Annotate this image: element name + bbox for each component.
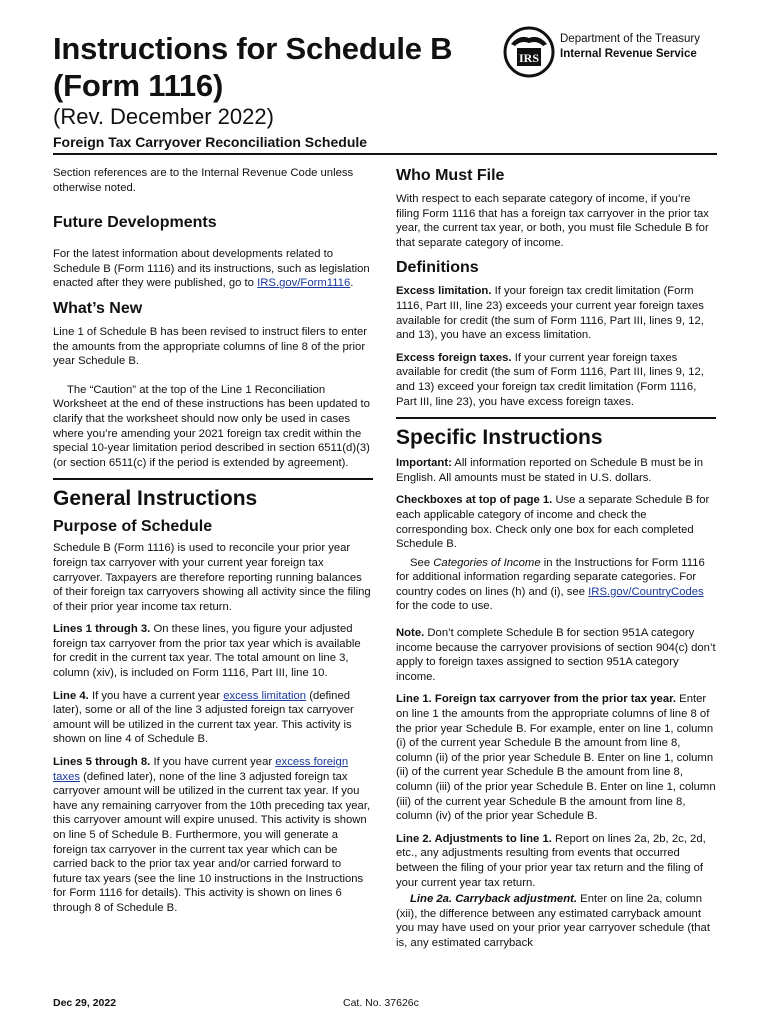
excess-limitation-text: If your foreign tax credit limitation (Form 1116, Part III, line 23) exceeds your current year foreign taxes available for credit (the sum of Form 1116, Part III, lines 9, 12, and 13), you have an excess limitation.	[396, 285, 704, 342]
who-must-file-heading: Who Must File	[396, 167, 505, 184]
line-2a-paragraph	[396, 892, 716, 950]
note-label: Note.	[396, 627, 425, 640]
excess-foreign-taxes-definition	[396, 351, 716, 409]
note-text: Don’t complete Schedule B for section 951A category income because the carryover provisions of section 904(c) don’t apply to foreign taxes assigned to section 951A category income.	[396, 627, 716, 683]
irs-form1116-link[interactable]: IRS.gov/Form1116	[257, 277, 351, 290]
line-2-paragraph	[396, 832, 716, 890]
agency-name	[560, 32, 700, 62]
agency-line-2: Internal Revenue Service	[560, 48, 697, 60]
see-categories-paragraph	[396, 556, 716, 614]
lines-1-3-text: On these lines, you figure your adjusted foreign tax carryover from the prior tax year which is available for credit in the current tax year. The total amount on line 3, column (xiv), is included on Form 1116, Part III, line 10.	[53, 623, 361, 680]
title-line-2: (Form 1116)	[53, 68, 224, 103]
line-2-text: Report on lines 2a, 2b, 2c, 2d, etc., any adjustments resulting from events that occurred between the filing of your prior year tax return and the filing of your current year tax return.	[396, 832, 706, 889]
future-developments-text: For the latest information about developments related to Schedule B (Form 1116) and its instructions, such as legislation enacted after they were published, go to IRS.gov/Form1116.	[53, 248, 370, 290]
excess-foreign-taxes-label: Excess foreign taxes.	[396, 351, 512, 364]
important-paragraph	[396, 456, 716, 485]
specific-instructions-heading: Specific Instructions	[396, 417, 716, 450]
lines-5-8-label: Lines 5 through 8.	[53, 756, 151, 769]
important-text: All information reported on Schedule B must be in English. All amounts must be stated in U.S. dollars.	[396, 457, 704, 484]
lines-5-8-post: (defined later), none of the line 3 adjusted foreign tax carryover amount will be utilized in the current tax year. If you have any remaining carryover from the 10th preceding tax year, this carryover amount will expire unused. This activity is shown on line 5 of Schedule B. Furthermore, you will generate a foreign tax carryover in the current tax year which can be carried back to the prior tax year and/or carried forward to future tax years (see the line 10 instructions in the Instructions for Form 1116 for details). This activity is shown on lines 6 through 8 of Schedule B.	[53, 770, 371, 914]
excess-foreign-taxes-link[interactable]: excess foreign taxes	[53, 756, 349, 783]
checkboxes-label: Checkboxes at top of page 1.	[396, 494, 553, 507]
excess-limitation-label: Excess limitation.	[396, 285, 492, 298]
line-1-paragraph	[396, 692, 716, 823]
definitions-heading: Definitions	[396, 259, 479, 277]
country-codes-link[interactable]: IRS.gov/CountryCodes	[588, 585, 704, 598]
line-4-post: (defined later), some or all of the line 3 adjusted foreign tax carryover amount will be utilized in the current tax year. This activity is shown on line 4 of Schedule B.	[53, 689, 354, 746]
future-developments-heading: Future Developments	[53, 214, 217, 232]
whats-new-paragraph-2: The “Caution” at the top of the Line 1 Reconciliation Worksheet at the end of these instructions has been updated to clarify that the worksheet should now only be used in cases where you’re amending your 2021 foreign tax credit within the special 10-year limitation period described in section 6511(d)(3) (or section 6511(c) if the period is extended by agreement).	[53, 383, 370, 469]
see-post: in the Instructions for Form 1116 for additional information regarding separate categories. For country codes on lines (h) and (i), see	[396, 556, 705, 598]
excess-limitation-link[interactable]: excess limitation	[223, 689, 307, 702]
categories-of-income-italic: Categories of Income	[433, 556, 541, 569]
line-4-pre: If you have a current year	[91, 689, 221, 702]
whats-new-paragraph-1: Line 1 of Schedule B has been revised to instruct filers to enter the amounts from the appropriate columns of line 8 of the prior year Schedule B.	[53, 325, 367, 368]
lines-5-8-pre: If you have current year	[153, 756, 273, 769]
line-4-paragraph	[53, 689, 373, 747]
see-pre: See	[410, 556, 431, 569]
line-4-label: Line 4.	[53, 689, 89, 702]
lines-1-3-label: Lines 1 through 3.	[53, 623, 151, 636]
checkboxes-text: Use a separate Schedule B for each applicable category of income and check the corresponding box. Check only one box for each completed Schedule B.	[396, 494, 710, 551]
header-divider	[53, 153, 717, 155]
see-end: for the code to use.	[396, 600, 493, 613]
footer-date: Dec 29, 2022	[53, 997, 117, 1009]
purpose-text: Schedule B (Form 1116) is used to reconcile your prior year foreign tax carryover with your current year foreign tax carryover. Taxpayers are therefore reporting running balances of their foreign tax carryovers showing all activity since the filing of their prior year income tax return.	[53, 542, 371, 613]
footer-cat-no: Cat. No. 37626c	[343, 997, 419, 1009]
future-text: For the latest information about developments related to Schedule B (Form 1116) and its instructions, such as legislation enacted after they were published, go to	[53, 248, 370, 290]
excess-limitation-definition	[396, 284, 716, 342]
line-2a-label: Line 2a. Carryback adjustment.	[410, 893, 578, 906]
purpose-heading: Purpose of Schedule	[53, 518, 213, 536]
left-column	[53, 166, 373, 924]
title-line-1: Instructions for Schedule B	[53, 31, 453, 66]
lines-1-3-paragraph	[53, 622, 373, 680]
intro-text: Section references are to the Internal Revenue Code unless otherwise noted.	[53, 167, 354, 194]
line-1-label: Line 1. Foreign tax carryover from the prior tax year.	[396, 693, 677, 706]
form-subtitle: Foreign Tax Carryover Reconciliation Schedule	[53, 134, 368, 150]
page-title	[53, 30, 452, 104]
irs-eagle-logo-icon	[503, 26, 555, 78]
important-label: Important:	[396, 457, 452, 470]
revision-date: (Rev. December 2022)	[53, 104, 274, 129]
lines-5-8-paragraph	[53, 755, 373, 916]
who-must-file-text: With respect to each separate category of income, if you’re filing Form 1116 that has a foreign tax carryover in the prior tax year, the current tax year, or both, you must file Schedule B for that separate category of income.	[396, 193, 709, 249]
line-1-text: Enter on line 1 the amounts from the appropriate columns of line 8 of the prior year Schedule B. For example, enter on line 1, column (i) of the current year Schedule B the amount from line 8, column (ii) of the prior year Schedule B. Enter on line 1, column (ii) of the current year Schedule B the amount from line 8, column (iii) of the prior year Schedule B. Enter on line 1, column (iii) of the current year Schedule B the amount from line 8, column (iv) of the prior year Schedule B.	[396, 693, 716, 823]
logo-text: IRS	[518, 51, 540, 65]
line-2-label: Line 2. Adjustments to line 1.	[396, 832, 552, 845]
general-instructions-heading: General Instructions	[53, 478, 373, 511]
agency-line-1: Department of the Treasury	[560, 33, 700, 45]
whats-new-heading: What’s New	[53, 299, 143, 317]
checkboxes-paragraph	[396, 493, 716, 551]
excess-foreign-taxes-text: If your current year foreign taxes available for credit (the sum of Form 1116, Part III, lines 9, 12, and 13) exceed your foreign tax credit limitation (Form 1116, Part III, line 23), you have excess foreign taxes.	[396, 351, 704, 408]
right-column	[396, 166, 716, 959]
note-paragraph	[396, 626, 716, 684]
line-2a-text: Enter on line 2a, column (xii), the difference between any estimated carryback amount you may have used on your prior year carryover schedule (that is, any estimated carryback	[396, 893, 710, 949]
